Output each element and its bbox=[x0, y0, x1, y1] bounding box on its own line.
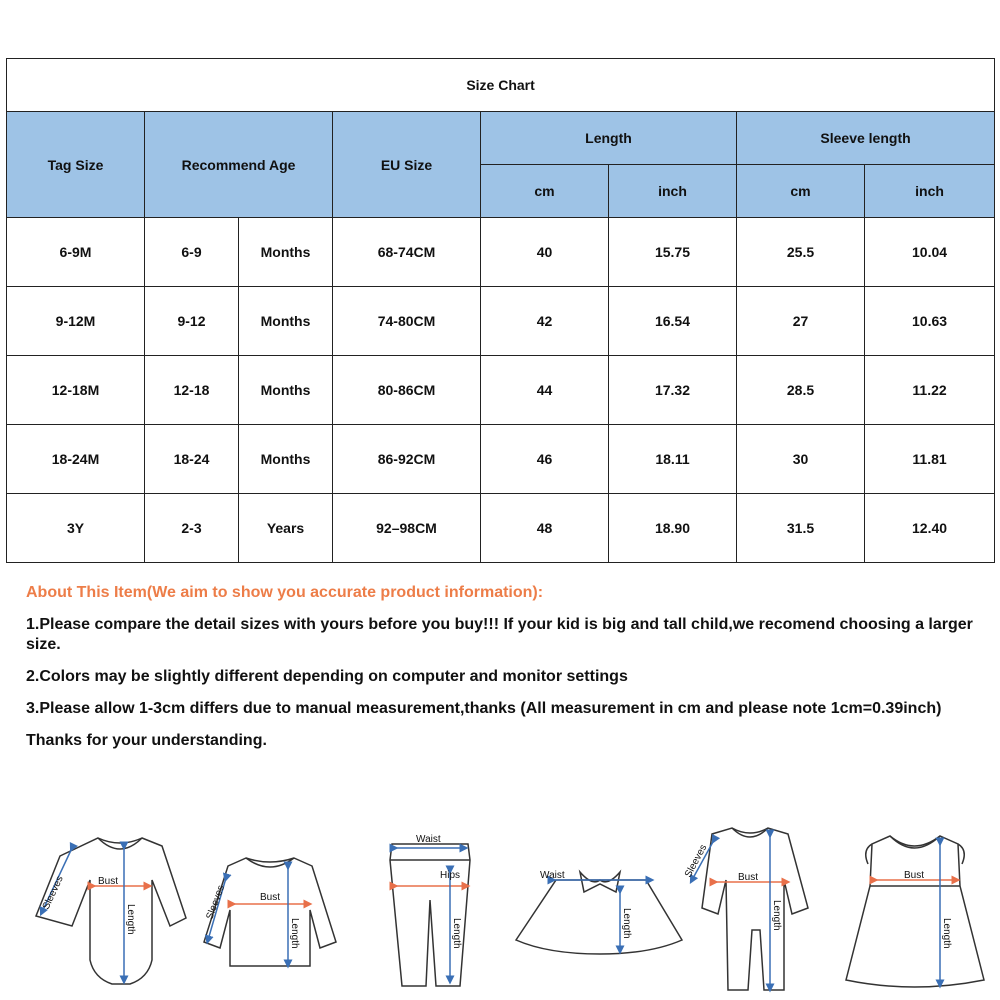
label-waist: Waist bbox=[416, 834, 441, 845]
cell-length-cm: 40 bbox=[481, 218, 609, 287]
cell-length-inch: 18.11 bbox=[609, 425, 737, 494]
header-length-inch: inch bbox=[609, 165, 737, 218]
cell-sleeve-inch: 11.22 bbox=[865, 356, 995, 425]
cell-age: 6-9 bbox=[145, 218, 239, 287]
cell-age: 18-24 bbox=[145, 425, 239, 494]
cell-tag: 9-12M bbox=[7, 287, 145, 356]
size-chart-table bbox=[6, 58, 995, 563]
label-bust: Bust bbox=[904, 870, 925, 881]
cell-sleeve-cm: 25.5 bbox=[737, 218, 865, 287]
header-recommend-age: Recommend Age bbox=[145, 112, 333, 218]
cell-length-cm: 46 bbox=[481, 425, 609, 494]
cell-eu: 80-86CM bbox=[333, 356, 481, 425]
header-sleeve-cm: cm bbox=[737, 165, 865, 218]
cell-length-cm: 42 bbox=[481, 287, 609, 356]
header-sleeve-length: Sleeve length bbox=[737, 112, 995, 165]
cell-sleeve-inch: 11.81 bbox=[865, 425, 995, 494]
cell-tag: 3Y bbox=[7, 494, 145, 563]
label-length: Length bbox=[621, 908, 632, 939]
cell-sleeve-inch: 12.40 bbox=[865, 494, 995, 563]
label-bust: Bust bbox=[738, 872, 759, 883]
label-hips: Hips bbox=[440, 870, 461, 881]
cell-eu: 92–98CM bbox=[333, 494, 481, 563]
cell-eu: 68-74CM bbox=[333, 218, 481, 287]
table-row bbox=[7, 287, 995, 356]
cell-length-inch: 17.32 bbox=[609, 356, 737, 425]
cell-eu: 74-80CM bbox=[333, 287, 481, 356]
cell-length-cm: 44 bbox=[481, 356, 609, 425]
note-item: 3.Please allow 1-3cm differs due to manual measurement,thanks (All measurement in cm and please note 1cm=0.39inch) bbox=[26, 700, 942, 717]
label-bust: Bust bbox=[98, 876, 119, 887]
cell-age-unit: Months bbox=[239, 287, 333, 356]
label-length: Length bbox=[941, 918, 952, 949]
cell-sleeve-inch: 10.63 bbox=[865, 287, 995, 356]
table-row bbox=[7, 494, 995, 563]
cell-sleeve-cm: 27 bbox=[737, 287, 865, 356]
label-length: Length bbox=[451, 918, 462, 949]
label-sleeves: Sleeves bbox=[204, 883, 227, 922]
table-row bbox=[7, 425, 995, 494]
header-length: Length bbox=[481, 112, 737, 165]
label-bust: Bust bbox=[260, 892, 281, 903]
bodysuit-diagram bbox=[36, 838, 186, 984]
cell-age-unit: Months bbox=[239, 356, 333, 425]
cell-age-unit: Months bbox=[239, 425, 333, 494]
cell-length-cm: 48 bbox=[481, 494, 609, 563]
label-waist: Waist bbox=[540, 870, 565, 881]
skirt-diagram bbox=[516, 872, 682, 954]
product-notes bbox=[26, 583, 986, 763]
measurement-diagrams bbox=[0, 800, 1000, 1000]
header-tag-size: Tag Size bbox=[7, 112, 145, 218]
dress-diagram bbox=[846, 836, 984, 987]
cell-sleeve-cm: 28.5 bbox=[737, 356, 865, 425]
cell-length-inch: 15.75 bbox=[609, 218, 737, 287]
label-sleeves: Sleeves bbox=[682, 842, 710, 880]
cell-tag: 6-9M bbox=[7, 218, 145, 287]
label-length: Length bbox=[125, 904, 136, 935]
header-length-cm: cm bbox=[481, 165, 609, 218]
header-sleeve-inch: inch bbox=[865, 165, 995, 218]
note-item: 1.Please compare the detail sizes with yours before you buy!!! If your kid is big and tall child,we recomend choosing a larger size. bbox=[26, 616, 973, 653]
cell-tag: 18-24M bbox=[7, 425, 145, 494]
label-length: Length bbox=[289, 918, 300, 949]
cell-age: 12-18 bbox=[145, 356, 239, 425]
cell-tag: 12-18M bbox=[7, 356, 145, 425]
cell-age-unit: Months bbox=[239, 218, 333, 287]
cell-age: 9-12 bbox=[145, 287, 239, 356]
cell-sleeve-cm: 31.5 bbox=[737, 494, 865, 563]
notes-heading: About This Item(We aim to show you accurate product information): bbox=[26, 584, 544, 601]
cell-length-inch: 18.90 bbox=[609, 494, 737, 563]
cell-eu: 86-92CM bbox=[333, 425, 481, 494]
table-row bbox=[7, 356, 995, 425]
cell-sleeve-inch: 10.04 bbox=[865, 218, 995, 287]
garment-illustrations bbox=[0, 800, 1000, 1000]
label-sleeves: Sleeves bbox=[40, 874, 66, 912]
cell-age: 2-3 bbox=[145, 494, 239, 563]
cell-age-unit: Years bbox=[239, 494, 333, 563]
shirt-diagram bbox=[204, 858, 336, 966]
pants-diagram bbox=[390, 844, 470, 986]
table-title: Size Chart bbox=[7, 59, 995, 112]
cell-sleeve-cm: 30 bbox=[737, 425, 865, 494]
label-length: Length bbox=[771, 900, 782, 931]
cell-length-inch: 16.54 bbox=[609, 287, 737, 356]
note-item: 2.Colors may be slightly different depending on computer and monitor settings bbox=[26, 668, 628, 685]
header-eu-size: EU Size bbox=[333, 112, 481, 218]
romper-diagram bbox=[692, 828, 808, 990]
notes-closing: Thanks for your understanding. bbox=[26, 732, 267, 749]
table-row bbox=[7, 218, 995, 287]
